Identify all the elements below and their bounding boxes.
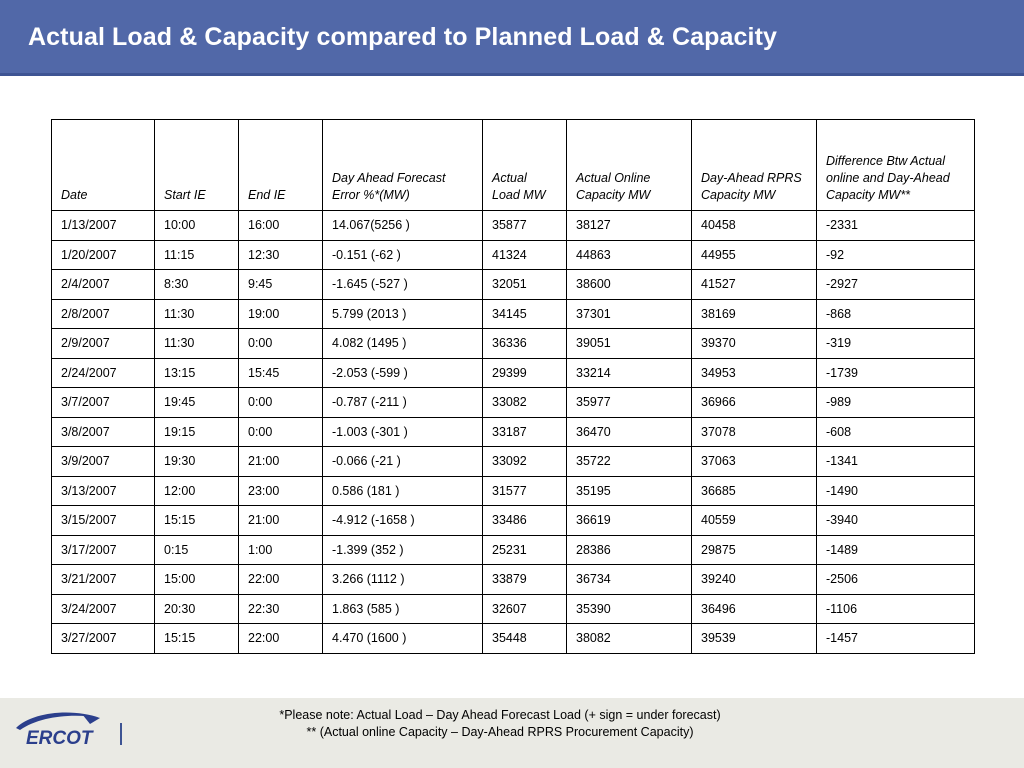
header-difference: Difference Btw Actual online and Day-Ahead Capacity MW** <box>817 120 975 211</box>
cell-forecast-error: -0.151 (-62 ) <box>323 240 483 270</box>
cell-date: 3/17/2007 <box>52 535 155 565</box>
header-actual-load: Actual Load MW <box>483 120 567 211</box>
cell-actual-load: 35448 <box>483 624 567 654</box>
cell-forecast-error: -0.066 (-21 ) <box>323 447 483 477</box>
cell-actual-online-capacity: 35390 <box>567 594 692 624</box>
cell-actual-online-capacity: 35195 <box>567 476 692 506</box>
cell-end-ie: 12:30 <box>239 240 323 270</box>
cell-end-ie: 22:00 <box>239 565 323 595</box>
load-capacity-table <box>51 119 975 654</box>
cell-actual-load: 33187 <box>483 417 567 447</box>
cell-rprs-capacity: 34953 <box>692 358 817 388</box>
cell-forecast-error: -1.003 (-301 ) <box>323 417 483 447</box>
cell-actual-online-capacity: 39051 <box>567 329 692 359</box>
cell-difference: -1341 <box>817 447 975 477</box>
cell-start-ie: 8:30 <box>155 270 239 300</box>
table-row <box>52 624 975 654</box>
cell-start-ie: 11:15 <box>155 240 239 270</box>
cell-start-ie: 11:30 <box>155 329 239 359</box>
cell-forecast-error: 14.067(5256 ) <box>323 211 483 241</box>
header-row <box>52 120 975 211</box>
cell-actual-online-capacity: 33214 <box>567 358 692 388</box>
logo-divider <box>120 723 122 745</box>
table-row <box>52 417 975 447</box>
cell-end-ie: 0:00 <box>239 417 323 447</box>
cell-date: 2/8/2007 <box>52 299 155 329</box>
cell-forecast-error: -0.787 (-211 ) <box>323 388 483 418</box>
cell-date: 1/20/2007 <box>52 240 155 270</box>
cell-actual-online-capacity: 35977 <box>567 388 692 418</box>
cell-date: 3/9/2007 <box>52 447 155 477</box>
page-title: Actual Load & Capacity compared to Planned Load & Capacity <box>28 23 778 51</box>
cell-end-ie: 16:00 <box>239 211 323 241</box>
cell-difference: -92 <box>817 240 975 270</box>
header-date: Date <box>52 120 155 211</box>
cell-start-ie: 19:45 <box>155 388 239 418</box>
table-row <box>52 270 975 300</box>
cell-start-ie: 13:15 <box>155 358 239 388</box>
cell-start-ie: 0:15 <box>155 535 239 565</box>
cell-actual-online-capacity: 37301 <box>567 299 692 329</box>
cell-date: 3/24/2007 <box>52 594 155 624</box>
cell-end-ie: 21:00 <box>239 506 323 536</box>
cell-actual-load: 33082 <box>483 388 567 418</box>
cell-date: 3/15/2007 <box>52 506 155 536</box>
cell-rprs-capacity: 40559 <box>692 506 817 536</box>
cell-actual-online-capacity: 38082 <box>567 624 692 654</box>
ercot-logo <box>12 708 104 748</box>
cell-rprs-capacity: 39240 <box>692 565 817 595</box>
cell-actual-online-capacity: 44863 <box>567 240 692 270</box>
cell-actual-load: 25231 <box>483 535 567 565</box>
cell-actual-load: 36336 <box>483 329 567 359</box>
header-end-ie: End IE <box>239 120 323 211</box>
cell-forecast-error: 4.470 (1600 ) <box>323 624 483 654</box>
footnote-2: ** (Actual online Capacity – Day-Ahead RPRS Procurement Capacity) <box>306 725 694 739</box>
cell-actual-online-capacity: 38600 <box>567 270 692 300</box>
cell-actual-online-capacity: 36619 <box>567 506 692 536</box>
cell-rprs-capacity: 41527 <box>692 270 817 300</box>
cell-difference: -2927 <box>817 270 975 300</box>
cell-start-ie: 11:30 <box>155 299 239 329</box>
cell-rprs-capacity: 44955 <box>692 240 817 270</box>
cell-actual-online-capacity: 36470 <box>567 417 692 447</box>
footnotes <box>200 707 800 741</box>
cell-difference: -1490 <box>817 476 975 506</box>
cell-actual-online-capacity: 36734 <box>567 565 692 595</box>
cell-rprs-capacity: 36685 <box>692 476 817 506</box>
cell-forecast-error: -1.645 (-527 ) <box>323 270 483 300</box>
cell-difference: -319 <box>817 329 975 359</box>
cell-forecast-error: -4.912 (-1658 ) <box>323 506 483 536</box>
cell-actual-load: 31577 <box>483 476 567 506</box>
cell-difference: -1106 <box>817 594 975 624</box>
cell-rprs-capacity: 38169 <box>692 299 817 329</box>
title-bar <box>0 0 1024 76</box>
cell-end-ie: 0:00 <box>239 329 323 359</box>
footer <box>0 698 1024 768</box>
cell-actual-online-capacity: 28386 <box>567 535 692 565</box>
cell-forecast-error: 3.266 (1112 ) <box>323 565 483 595</box>
cell-start-ie: 19:15 <box>155 417 239 447</box>
cell-difference: -608 <box>817 417 975 447</box>
cell-difference: -868 <box>817 299 975 329</box>
cell-actual-load: 41324 <box>483 240 567 270</box>
cell-forecast-error: 1.863 (585 ) <box>323 594 483 624</box>
cell-rprs-capacity: 39539 <box>692 624 817 654</box>
cell-date: 3/21/2007 <box>52 565 155 595</box>
cell-end-ie: 23:00 <box>239 476 323 506</box>
logo-text: ERCOT <box>26 728 93 748</box>
cell-date: 3/7/2007 <box>52 388 155 418</box>
table-row <box>52 299 975 329</box>
table-row <box>52 565 975 595</box>
cell-end-ie: 22:00 <box>239 624 323 654</box>
cell-difference: -989 <box>817 388 975 418</box>
cell-end-ie: 21:00 <box>239 447 323 477</box>
cell-actual-online-capacity: 35722 <box>567 447 692 477</box>
cell-difference: -3940 <box>817 506 975 536</box>
cell-actual-load: 33092 <box>483 447 567 477</box>
cell-actual-load: 33486 <box>483 506 567 536</box>
cell-date: 3/27/2007 <box>52 624 155 654</box>
cell-difference: -1457 <box>817 624 975 654</box>
header-rprs-capacity: Day-Ahead RPRS Capacity MW <box>692 120 817 211</box>
table-row <box>52 535 975 565</box>
cell-actual-load: 34145 <box>483 299 567 329</box>
cell-actual-load: 35877 <box>483 211 567 241</box>
cell-difference: -1489 <box>817 535 975 565</box>
cell-rprs-capacity: 36966 <box>692 388 817 418</box>
cell-forecast-error: 4.082 (1495 ) <box>323 329 483 359</box>
cell-date: 2/9/2007 <box>52 329 155 359</box>
cell-date: 2/4/2007 <box>52 270 155 300</box>
cell-forecast-error: -2.053 (-599 ) <box>323 358 483 388</box>
header-start-ie: Start IE <box>155 120 239 211</box>
cell-end-ie: 22:30 <box>239 594 323 624</box>
header-actual-online-capacity: Actual Online Capacity MW <box>567 120 692 211</box>
cell-actual-online-capacity: 38127 <box>567 211 692 241</box>
table-row <box>52 240 975 270</box>
cell-actual-load: 32051 <box>483 270 567 300</box>
table-row <box>52 506 975 536</box>
table-row <box>52 447 975 477</box>
table-row <box>52 329 975 359</box>
cell-rprs-capacity: 29875 <box>692 535 817 565</box>
table-row <box>52 388 975 418</box>
cell-start-ie: 10:00 <box>155 211 239 241</box>
cell-date: 2/24/2007 <box>52 358 155 388</box>
cell-start-ie: 15:15 <box>155 506 239 536</box>
cell-rprs-capacity: 39370 <box>692 329 817 359</box>
cell-start-ie: 12:00 <box>155 476 239 506</box>
cell-end-ie: 15:45 <box>239 358 323 388</box>
table-body <box>52 211 975 654</box>
table-row <box>52 476 975 506</box>
cell-forecast-error: -1.399 (352 ) <box>323 535 483 565</box>
cell-end-ie: 19:00 <box>239 299 323 329</box>
cell-start-ie: 15:00 <box>155 565 239 595</box>
cell-forecast-error: 5.799 (2013 ) <box>323 299 483 329</box>
table-row <box>52 358 975 388</box>
cell-rprs-capacity: 36496 <box>692 594 817 624</box>
cell-end-ie: 1:00 <box>239 535 323 565</box>
cell-end-ie: 9:45 <box>239 270 323 300</box>
cell-actual-load: 33879 <box>483 565 567 595</box>
cell-rprs-capacity: 37063 <box>692 447 817 477</box>
cell-actual-load: 29399 <box>483 358 567 388</box>
table-row <box>52 594 975 624</box>
cell-start-ie: 15:15 <box>155 624 239 654</box>
cell-forecast-error: 0.586 (181 ) <box>323 476 483 506</box>
table-row <box>52 211 975 241</box>
cell-date: 3/8/2007 <box>52 417 155 447</box>
table-header <box>52 120 975 211</box>
cell-difference: -1739 <box>817 358 975 388</box>
cell-rprs-capacity: 40458 <box>692 211 817 241</box>
cell-rprs-capacity: 37078 <box>692 417 817 447</box>
cell-date: 3/13/2007 <box>52 476 155 506</box>
cell-date: 1/13/2007 <box>52 211 155 241</box>
cell-start-ie: 20:30 <box>155 594 239 624</box>
cell-end-ie: 0:00 <box>239 388 323 418</box>
cell-difference: -2331 <box>817 211 975 241</box>
cell-actual-load: 32607 <box>483 594 567 624</box>
cell-start-ie: 19:30 <box>155 447 239 477</box>
footnote-1: *Please note: Actual Load – Day Ahead Forecast Load (+ sign = under forecast) <box>279 708 721 722</box>
header-forecast-error: Day Ahead Forecast Error %*(MW) <box>323 120 483 211</box>
cell-difference: -2506 <box>817 565 975 595</box>
